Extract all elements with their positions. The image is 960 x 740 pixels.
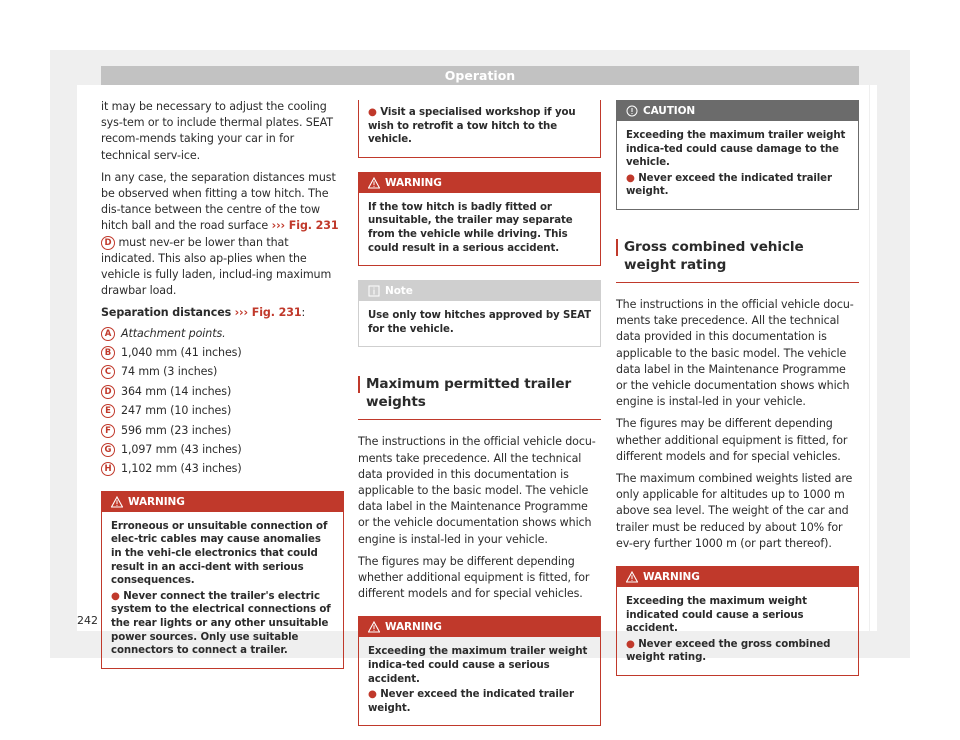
bullet-icon: ●: [111, 590, 120, 602]
paragraph-text: must nev-er be lower than that indicated. This also ap-plies when the vehicle is fully laden, includ-ing maximum drawbar load.: [101, 235, 332, 298]
colon: :: [301, 306, 306, 320]
list-item: [101, 362, 344, 381]
warning-icon: [368, 621, 380, 633]
warning-bullet: [368, 688, 591, 715]
warning-body: [102, 512, 343, 668]
warning-label: WARNING: [385, 621, 442, 634]
figure-link[interactable]: ››› Fig. 231: [271, 219, 339, 233]
paragraph: The figures may be different depending whether additional equipment is fitted, for different models and for special vehicles.: [616, 417, 848, 463]
warning-body: [359, 193, 600, 265]
warning-box: [616, 566, 859, 676]
list-item-text: 1,102 mm (43 inches): [121, 462, 242, 476]
caution-header: [617, 101, 858, 121]
bullet-text: Never exceed the gross combined weight rating.: [626, 638, 831, 664]
warning-text: Exceeding the maximum weight indicated could cause a serious accident.: [626, 596, 807, 635]
caution-label: CAUTION: [643, 105, 696, 117]
letter-marker: D: [101, 385, 115, 399]
paragraph: [101, 170, 344, 300]
paragraph-text: In any case, the separation distances must be observed when fitting a tow hitch. The dis-tance between the centre of the tow hitch ball and the road surface: [101, 170, 336, 233]
warning-body: [617, 587, 858, 675]
list-item-text: 74 mm (3 inches): [121, 365, 218, 379]
warning-bullet: [368, 106, 591, 147]
letter-marker: F: [101, 424, 115, 438]
letter-marker: H: [101, 462, 115, 476]
paragraph: it may be necessary to adjust the cooling sys-tem or to include thermal plates. SEAT recom-mends taking your car in for technical serv-ice.: [101, 100, 333, 162]
distance-list: [101, 324, 344, 479]
warning-label: WARNING: [385, 176, 442, 189]
caution-box: [616, 100, 859, 210]
note-text: Use only tow hitches approved by SEAT for the vehicle.: [368, 310, 591, 335]
bullet-text: Visit a specialised workshop if you wish to retrofit a tow hitch to the vehicle.: [368, 107, 576, 146]
letter-marker: B: [101, 346, 115, 360]
caution-bullet: [626, 172, 849, 199]
note-label: Note: [385, 285, 413, 298]
bullet-icon: ●: [368, 689, 377, 701]
list-item: [101, 324, 344, 343]
list-item-text: 1,040 mm (41 inches): [121, 346, 242, 360]
section-title: Maximum permitted trailer weights: [358, 375, 601, 420]
warning-continuation-body: [359, 100, 600, 157]
letter-marker: A: [101, 327, 115, 341]
page-header: Operation: [101, 66, 859, 85]
caution-text: Exceeding the maximum trailer weight indica-ted could cause damage to the vehicle.: [626, 130, 846, 169]
note-header: [359, 281, 600, 301]
page-number: 242: [77, 614, 98, 627]
list-item-text: 364 mm (14 inches): [121, 384, 232, 398]
column-1: [101, 99, 344, 683]
warning-label: WARNING: [128, 495, 185, 508]
warning-box: [101, 491, 344, 669]
letter-marker: G: [101, 443, 115, 457]
caution-body: [617, 121, 858, 209]
warning-body: [359, 637, 600, 725]
list-item-text: 1,097 mm (43 inches): [121, 442, 242, 456]
bullet-icon: ●: [368, 107, 377, 118]
list-item-text: 247 mm (10 inches): [121, 404, 232, 418]
paragraph: The instructions in the official vehicle docu-ments take precedence. All the technical data provided in this documentation is applicable to the basic model. The vehicle data label in the Maintenance Programme or the vehicle documentation shows which engine is instal-led in your vehicle.: [616, 297, 854, 409]
warning-box: [358, 616, 601, 726]
warning-text: Exceeding the maximum trailer weight indica-ted could cause a serious accident.: [368, 646, 588, 685]
warning-text: If the tow hitch is badly fitted or unsuitable, the trailer may separate from the vehicle while driving. This could result in a serious accident.: [368, 201, 573, 254]
bullet-text: Never exceed the indicated trailer weight.: [368, 689, 574, 714]
figure-link[interactable]: ››› Fig. 231: [234, 306, 302, 320]
warning-icon: [626, 571, 638, 583]
warning-header: [617, 567, 858, 587]
warning-icon: [111, 496, 123, 508]
warning-icon: [368, 177, 380, 189]
content-area: [77, 85, 877, 714]
section-title: Gross combined vehicle weight rating: [616, 238, 859, 283]
warning-bullet: [111, 590, 334, 658]
letter-marker: E: [101, 404, 115, 418]
divider: [869, 85, 870, 631]
separation-heading: [101, 305, 344, 321]
warning-label: WARNING: [643, 571, 700, 584]
warning-header: [359, 173, 600, 193]
bullet-icon: ●: [626, 172, 635, 184]
caution-icon: [626, 105, 638, 117]
bullet-text: Never connect the trailer's electric system to the electrical connections of the rear lights or any other unsuitable power sources. Only use suitable connectors to connect a trailer.: [111, 590, 331, 657]
list-item: [101, 401, 344, 420]
column-3: [616, 100, 859, 690]
list-item: [101, 421, 344, 440]
bullet-icon: ●: [626, 638, 635, 650]
note-box: [358, 280, 601, 347]
letter-marker: D: [101, 236, 115, 250]
warning-text: Erroneous or unsuitable connection of elec-tric cables may cause anomalies in the vehi-cle electronics that could result in an acci-dent with serious consequences.: [111, 520, 328, 587]
paragraph: The figures may be different depending whether additional equipment is fitted, for different models and for special vehicles.: [358, 554, 590, 601]
paragraph: The maximum combined weights listed are only applicable for altitudes up to 1000 m above sea level. The weight of the car and trailer must be reduced by about 10% for ev-ery further 1000 m (or part thereof).: [616, 472, 853, 550]
warning-continuation-box: [358, 100, 601, 158]
bullet-text: Never exceed the indicated trailer weight.: [626, 172, 832, 198]
letter-marker: C: [101, 365, 115, 379]
note-body: [359, 301, 600, 346]
separation-label: Separation distances: [101, 306, 232, 320]
list-item: [101, 343, 344, 362]
column-2: [358, 100, 601, 740]
list-item-text: 596 mm (23 inches): [121, 423, 232, 437]
warning-box: [358, 172, 601, 266]
warning-header: [359, 617, 600, 637]
list-item: [101, 459, 344, 478]
paragraph: The instructions in the official vehicle docu-ments take precedence. All the technical data provided in this documentation is applicable to the basic model. The vehicle data label in the Maintenance Programme or the vehicle documentation shows which engine is instal-led in your vehicle.: [358, 435, 596, 546]
warning-bullet: [626, 638, 849, 665]
list-item: [101, 440, 344, 459]
list-item-text: Attachment points.: [121, 326, 226, 340]
warning-header: [102, 492, 343, 512]
list-item: [101, 382, 344, 401]
info-icon: [368, 285, 380, 297]
